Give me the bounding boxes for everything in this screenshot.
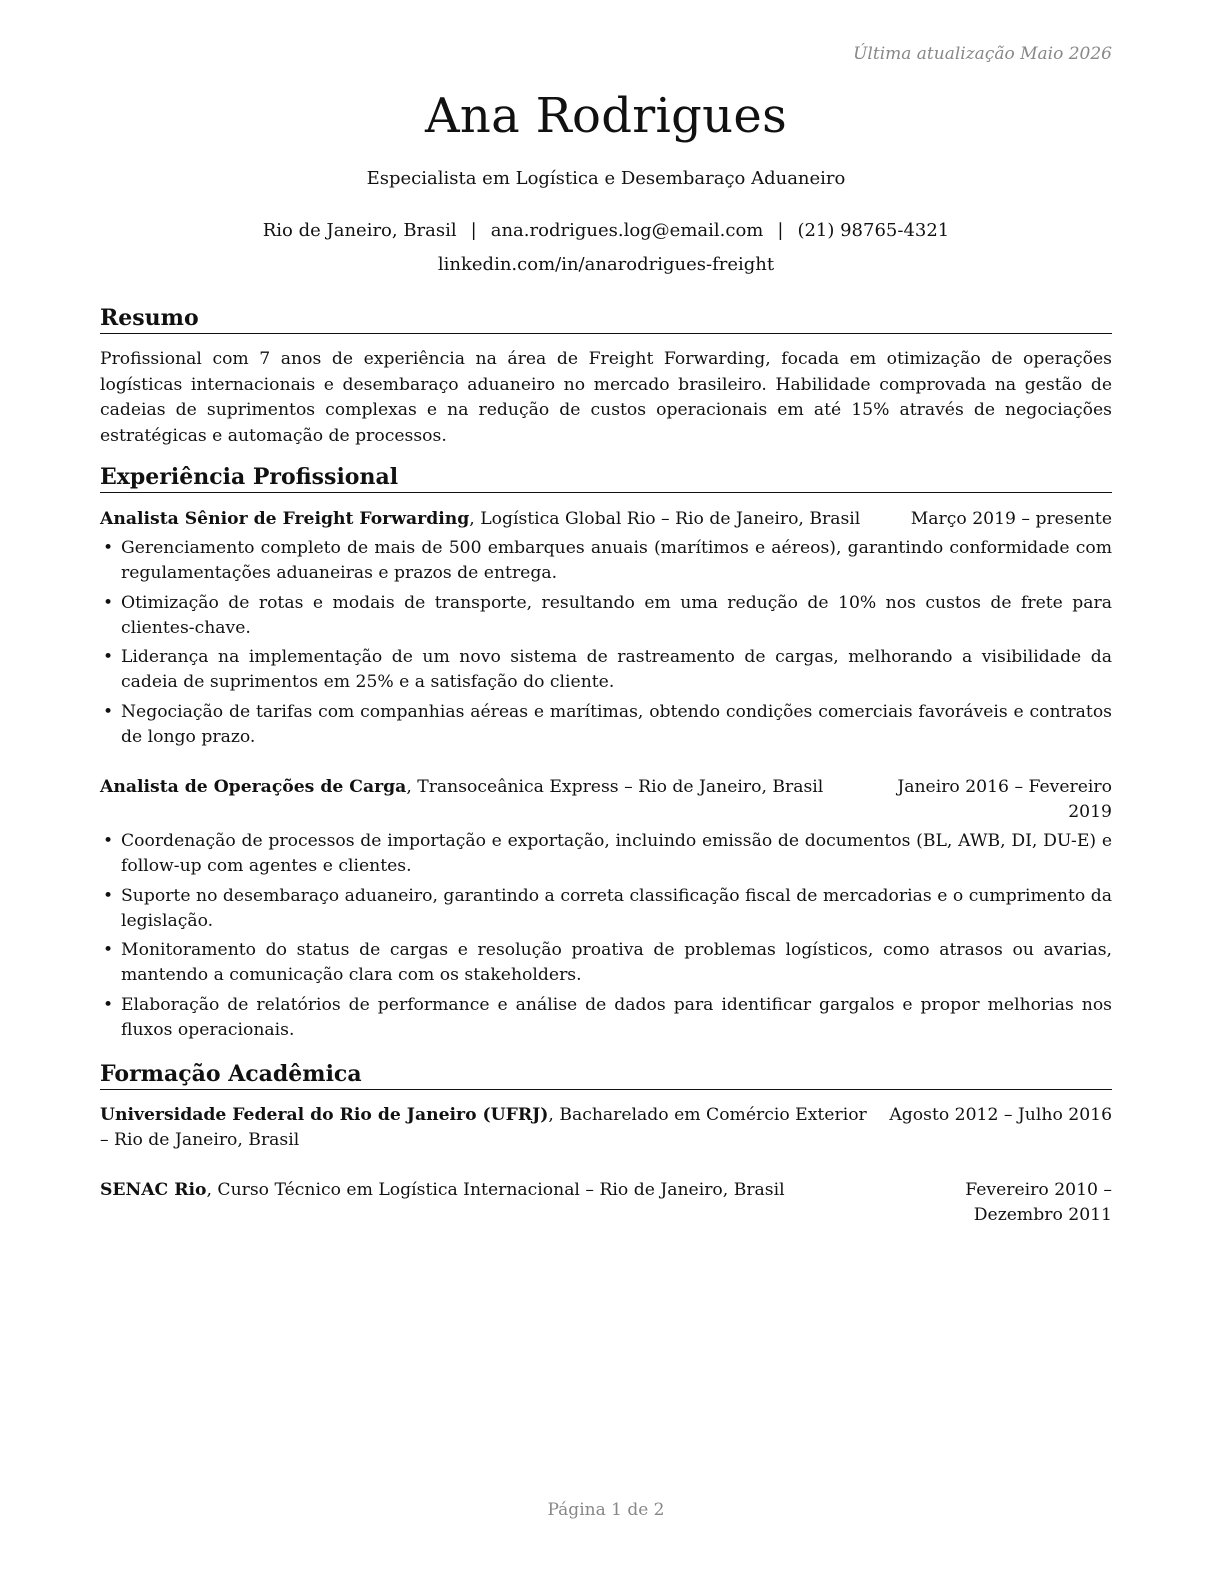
education-entry [100, 1103, 1112, 1153]
list-item [100, 938, 1112, 988]
bullet-text: Gerenciamento completo de mais de 500 embarques anuais (marítimos e aéreos), garantindo conformidade com regulamentações aduaneiras e prazos de entrega. [121, 538, 1112, 583]
bullet-icon: • [103, 701, 114, 722]
bullet-text: Otimização de rotas e modais de transporte, resultando em uma redução de 10% nos custos de frete para clientes-chave. [121, 592, 1112, 638]
education-school-details [100, 1178, 785, 1228]
job-header [100, 775, 1112, 825]
list-item [100, 536, 1112, 586]
contact-separator: | [777, 220, 784, 241]
job-role: Analista Sênior de Freight Forwarding [100, 509, 470, 529]
bullet-icon: • [103, 994, 114, 1015]
list-item [100, 884, 1112, 934]
job-title-company [100, 507, 860, 532]
bullet-text: Negociação de tarifas com companhias aéreas e marítimas, obtendo condições comerciais favoráveis e contratos de longo prazo. [121, 701, 1112, 747]
education-details: , Bacharelado em Comércio Exterior – Rio de Janeiro, Brasil [100, 1105, 867, 1150]
education-header [100, 1178, 1112, 1228]
education-school: Universidade Federal do Rio de Janeiro (UFRJ) [100, 1105, 549, 1125]
page-number: Página 1 de 2 [547, 1500, 665, 1520]
job-entry [100, 507, 1112, 754]
section-title-experience: Experiência Profissional [100, 464, 1112, 493]
section-title-summary: Resumo [100, 305, 1112, 334]
list-item [100, 591, 1112, 641]
contact-email[interactable]: ana.rodrigues.log@email.com [490, 220, 764, 241]
resume-page [100, 0, 1112, 1584]
list-item [100, 645, 1112, 695]
education-dates: Agosto 2012 – Julho 2016 [889, 1105, 1112, 1125]
education-dates: Fevereiro 2010 – Dezembro 2011 [965, 1180, 1112, 1225]
bullet-icon: • [103, 940, 114, 960]
linkedin-link[interactable]: linkedin.com/in/anarodrigues-freight [437, 254, 775, 275]
last-updated: Última atualização Maio 2026 [853, 44, 1112, 64]
candidate-subtitle: Especialista em Logística e Desembaraço Aduaneiro [366, 168, 846, 189]
bullet-text: Liderança na implementação de um novo sistema de rastreamento de cargas, melhorando a visibilidade da cadeia de suprimentos em 25% e a satisfação do cliente. [121, 647, 1112, 692]
education-details: , Curso Técnico em Logística Internacional – Rio de Janeiro, Brasil [206, 1180, 785, 1200]
education-school: SENAC Rio [100, 1180, 207, 1200]
job-company: , Transoceânica Express – Rio de Janeiro, Brasil [406, 777, 824, 797]
education-school-details [100, 1103, 870, 1153]
job-dates: Janeiro 2016 – Fevereiro 2019 [897, 777, 1112, 822]
bullet-text: Suporte no desembaraço aduaneiro, garantindo a correta classificação fiscal de mercadorias e o cumprimento da legislação. [121, 885, 1112, 931]
bullet-icon: • [103, 831, 114, 851]
contact-line [100, 220, 1112, 241]
job-company: , Logística Global Rio – Rio de Janeiro, Brasil [469, 509, 861, 529]
education-header [100, 1103, 1112, 1153]
candidate-name: Ana Rodrigues [424, 88, 788, 144]
list-item [100, 700, 1112, 750]
bullet-text: Monitoramento do status de cargas e resolução proativa de problemas logísticos, como atrasos ou avarias, mantendo a comunicação clara com os stakeholders. [121, 940, 1112, 985]
bullet-text: Coordenação de processos de importação e exportação, incluindo emissão de documentos (BL, AWB, DI, DU-E) e follow-up com agentes e clientes. [121, 831, 1112, 876]
job-title-company [100, 775, 823, 825]
job-entry [100, 775, 1112, 1047]
job-header [100, 507, 1112, 532]
contact-separator: | [470, 220, 477, 241]
bullet-icon: • [103, 538, 114, 558]
summary-text: Profissional com 7 anos de experiência na área de Freight Forwarding, focada em otimização de operações logísticas internacionais e desembaraço aduaneiro no mercado brasileiro. Habilidade comprovada na gestão de cadeias de suprimentos complexas e na redução de custos operacionais em até 15% através de negociações estratégicas e automação de processos. [100, 349, 1112, 446]
bullet-text: Elaboração de relatórios de performance e análise de dados para identificar gargalos e propor melhorias nos fluxos operacionais. [121, 994, 1112, 1040]
bullet-icon: • [103, 885, 114, 906]
job-role: Analista de Operações de Carga [100, 777, 407, 797]
education-entry [100, 1178, 1112, 1228]
contact-location: Rio de Janeiro, Brasil [262, 220, 457, 241]
bullet-icon: • [103, 647, 114, 667]
contact-phone: (21) 98765-4321 [797, 220, 950, 241]
bullet-icon: • [103, 592, 114, 613]
job-bullets [100, 829, 1112, 1043]
job-dates: Março 2019 – presente [910, 509, 1112, 529]
list-item [100, 993, 1112, 1043]
list-item [100, 829, 1112, 879]
job-bullets [100, 536, 1112, 750]
section-title-education: Formação Acadêmica [100, 1061, 1112, 1090]
